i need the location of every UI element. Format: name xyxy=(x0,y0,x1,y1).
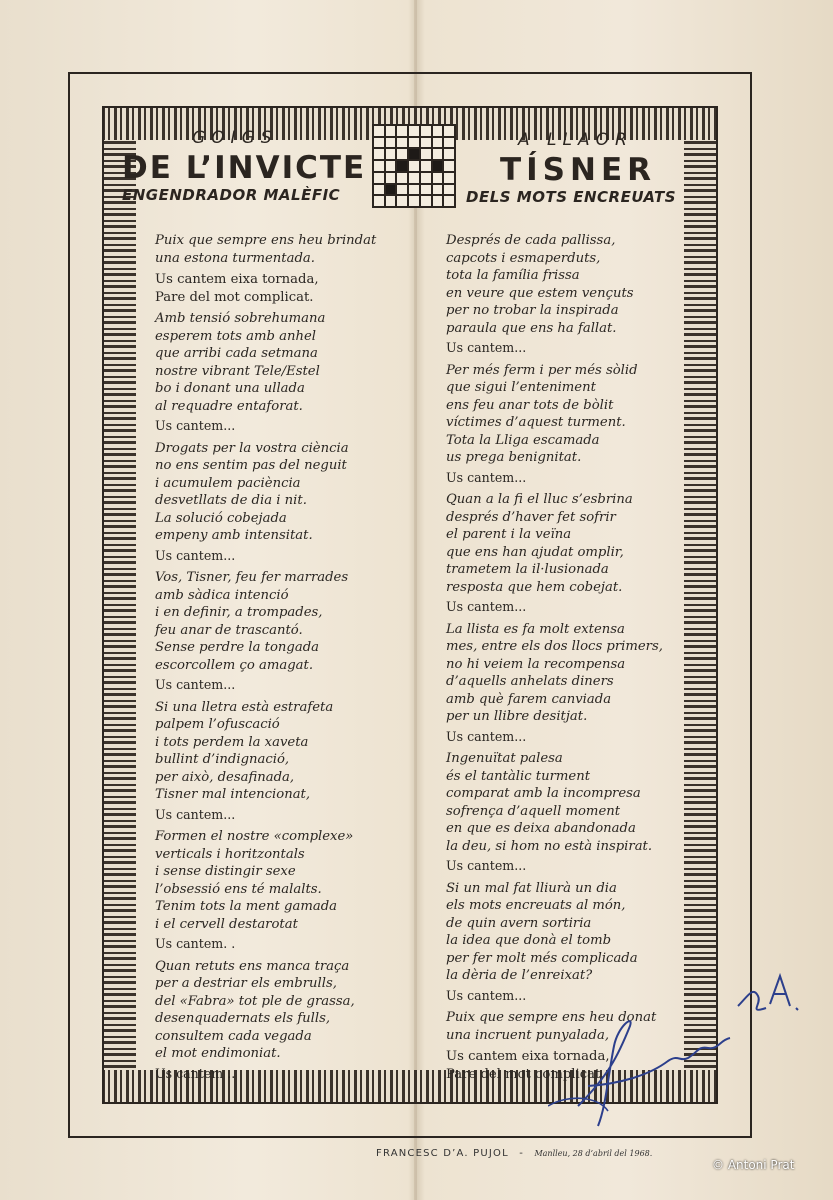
poem-line: Sense perdre la tongada xyxy=(155,640,320,655)
poem-line: Vos, Tisner, feu fer marrades xyxy=(155,570,349,585)
poem-line: capcots i esmaperduts, xyxy=(446,250,601,266)
poem-refrain: Us cantem... xyxy=(155,677,236,692)
poem-line: la deu, si hom no està inspirat. xyxy=(446,838,653,854)
poem-stanza xyxy=(446,362,716,487)
poem-line: i sense distingir sexe xyxy=(155,864,296,879)
poem-line: i el cervell destarotat xyxy=(155,916,298,932)
poem-line: comparat amb la incompresa xyxy=(446,786,641,801)
poem-line: Després de cada pallissa, xyxy=(446,233,616,248)
poem-stanza xyxy=(155,271,415,306)
poem-refrain: Us cantem... xyxy=(446,599,527,614)
poem-line: per això, desafinada, xyxy=(155,769,295,785)
poem-line: és el tantàlic turment xyxy=(446,768,591,784)
poem-line: per fer molt més complicada xyxy=(446,950,638,966)
poem-stanza xyxy=(155,699,415,824)
footer-author: FRANCESC D’A. PUJOL xyxy=(376,1148,509,1159)
poem-line: mes, entre els dos llocs primers, xyxy=(446,639,663,654)
poem-left-column xyxy=(155,232,415,1087)
poem-refrain: Us cantem... xyxy=(155,418,236,433)
poem-stanza xyxy=(155,440,415,565)
poem-line: els mots encreuats al món, xyxy=(446,898,626,913)
poem-line: Quan a la fi el lluc s’esbrina xyxy=(446,492,633,507)
poem-line: Si un mal fat lliurà un dia xyxy=(446,880,617,896)
poem-stanza xyxy=(155,958,415,1083)
title-invicte: DE L’INVICTE xyxy=(122,150,367,186)
poem-line: esperem tots amb anhel xyxy=(155,328,316,344)
poem-line: no hi veiem la recompensa xyxy=(446,656,626,672)
poem-stanza xyxy=(446,491,716,616)
poem-line: una incruent punyalada, xyxy=(446,1027,610,1043)
poem-line: consultem cada vegada xyxy=(155,1028,312,1044)
footer-separator: - xyxy=(519,1148,525,1159)
poem-line: Ingenuïtat palesa xyxy=(446,751,563,766)
poem-line: que ens han ajudat omplir, xyxy=(446,544,624,560)
poem-line: bullint d’indignació, xyxy=(155,752,290,767)
poem-line: trametem la il·lusionada xyxy=(446,562,609,577)
poem-line: Amb tensió sobrehumana xyxy=(155,311,326,326)
poem-line: feu anar de trascantó. xyxy=(155,622,303,638)
poem-line: palpem l’ofuscació xyxy=(155,717,280,732)
poem-refrain: Us cantem. . xyxy=(155,936,236,951)
poem-line: ens feu anar tots de bòlit xyxy=(446,397,614,413)
poem-line: desenquadernats els fulls, xyxy=(155,1011,331,1026)
photo-credit: © Antoni Prat xyxy=(712,1158,795,1172)
poem-line: del «Fabra» tot ple de grassa, xyxy=(155,993,355,1009)
poem-stanza xyxy=(155,232,415,267)
poem-line: per a destriar els embrulls, xyxy=(155,976,337,991)
poem-line: resposta que hem cobejat. xyxy=(446,579,623,595)
poem-refrain: Us cantem... xyxy=(155,547,236,563)
poem-stanza xyxy=(446,621,716,746)
poem-line: la idea que donà el tomb xyxy=(446,933,612,948)
poem-line: tota la família frissa xyxy=(446,268,580,283)
poem-stanza xyxy=(446,232,716,357)
poem-refrain: Us cantem... xyxy=(446,469,527,485)
poem-stanza xyxy=(155,828,415,953)
poem-stanza xyxy=(446,750,716,875)
poem-line: víctimes d’aquest turment. xyxy=(446,415,626,430)
poem-line: Puix que sempre ens heu donat xyxy=(446,1010,657,1025)
poem-line: de quin avern sortiria xyxy=(446,915,592,931)
poem-line: Tisner mal intencionat, xyxy=(155,787,311,802)
poem-stanza xyxy=(155,569,415,694)
poem-refrain: Us cantem... xyxy=(446,728,527,744)
poem-line: la dèria de l’enreixat? xyxy=(446,968,593,983)
poem-refrain: Us cantem... xyxy=(446,858,527,873)
poem-line: i acumulem paciència xyxy=(155,475,301,491)
poem-right-column xyxy=(446,232,716,1087)
poem-line: no ens sentim pas del neguit xyxy=(155,458,347,473)
title-a-llaor: A LLAOR xyxy=(518,130,633,150)
poem-line: per un llibre desitjat. xyxy=(446,709,588,724)
poem-line: Us cantem eixa tornada, xyxy=(446,1049,610,1064)
poem-line: Pare del mot complicat. xyxy=(155,289,314,305)
poem-line: Puix que sempre ens heu brindat xyxy=(155,233,377,248)
poem-line: Pare del mot complicat. xyxy=(446,1066,605,1082)
poem-line: Formen el nostre «complexe» xyxy=(155,829,354,844)
crossword-grid-icon xyxy=(372,124,456,208)
poem-line: i tots perdem la xaveta xyxy=(155,734,309,750)
poem-line: Si una lletra està estrafeta xyxy=(155,699,334,715)
handwritten-signature xyxy=(548,966,808,1136)
poem-line: després d’haver fet sofrir xyxy=(446,509,616,525)
poem-line: al requadre entaforat. xyxy=(155,398,303,414)
poem-line: el parent i la veïna xyxy=(446,527,572,542)
footer xyxy=(376,1148,652,1159)
poem-line: i en definir, a trompades, xyxy=(155,605,323,620)
poem-line: desvetllats de dia i nit. xyxy=(155,493,307,508)
poem-line: d’aquells anhelats diners xyxy=(446,674,614,689)
poem-line: Quan retuts ens manca traça xyxy=(155,958,350,974)
title-tisner: TÍSNER xyxy=(500,152,656,188)
poem-line: Tenim tots la ment gamada xyxy=(155,899,338,914)
poem-line: que arribi cada setmana xyxy=(155,346,318,361)
poem-refrain: Us cantem... xyxy=(155,806,236,822)
footer-date: Manlleu, 28 d’abril del 1968. xyxy=(534,1149,653,1158)
title-engendrador: ENGENDRADOR MALÈFIC xyxy=(122,186,341,204)
poem-line: l’obsessió ens té malalts. xyxy=(155,881,322,897)
poem-refrain: Us cantem .. xyxy=(155,1065,236,1081)
poem-line: La solució cobejada xyxy=(155,510,287,526)
poem-line: que sigui l’enteniment xyxy=(446,380,596,395)
poem-line: bo i donant una ullada xyxy=(155,381,305,396)
poem-stanza xyxy=(155,310,415,435)
poem-line: empeny amb intensitat. xyxy=(155,528,313,543)
poem-line: Per més ferm i per més sòlid xyxy=(446,362,638,378)
poem-line: nostre vibrant Tele/Estel xyxy=(155,363,320,379)
poem-line: us prega benignitat. xyxy=(446,450,582,465)
title-mots-encreuats: DELS MOTS ENCREUATS xyxy=(466,188,677,206)
poem-line: en veure que estem vençuts xyxy=(446,285,634,301)
poem-line: el mot endimoniat. xyxy=(155,1046,281,1061)
poem-line: amb sàdica intenció xyxy=(155,587,289,603)
poem-line: La llista es fa molt extensa xyxy=(446,621,625,637)
poem-line: amb què farem canviada xyxy=(446,691,612,707)
poem-line: sofrença d’aquell moment xyxy=(446,803,621,819)
poem-line: verticals i horitzontals xyxy=(155,846,305,862)
poem-line: una estona turmentada. xyxy=(155,250,315,266)
poem-line: Us cantem eixa tornada, xyxy=(155,272,319,287)
poem-refrain: Us cantem... xyxy=(446,987,527,1003)
poem-line: Tota la Lliga escamada xyxy=(446,432,600,448)
poem-line: escorcollem ço amagat. xyxy=(155,657,314,673)
poem-line: Drogats per la vostra ciència xyxy=(155,440,349,456)
poem-line: per no trobar la inspirada xyxy=(446,303,619,318)
poem-line: en que es deixa abandonada xyxy=(446,821,636,836)
title-goigs: GOIGS xyxy=(192,128,278,148)
poem-refrain: Us cantem... xyxy=(446,340,527,355)
poem-line: paraula que ens ha fallat. xyxy=(446,320,617,336)
